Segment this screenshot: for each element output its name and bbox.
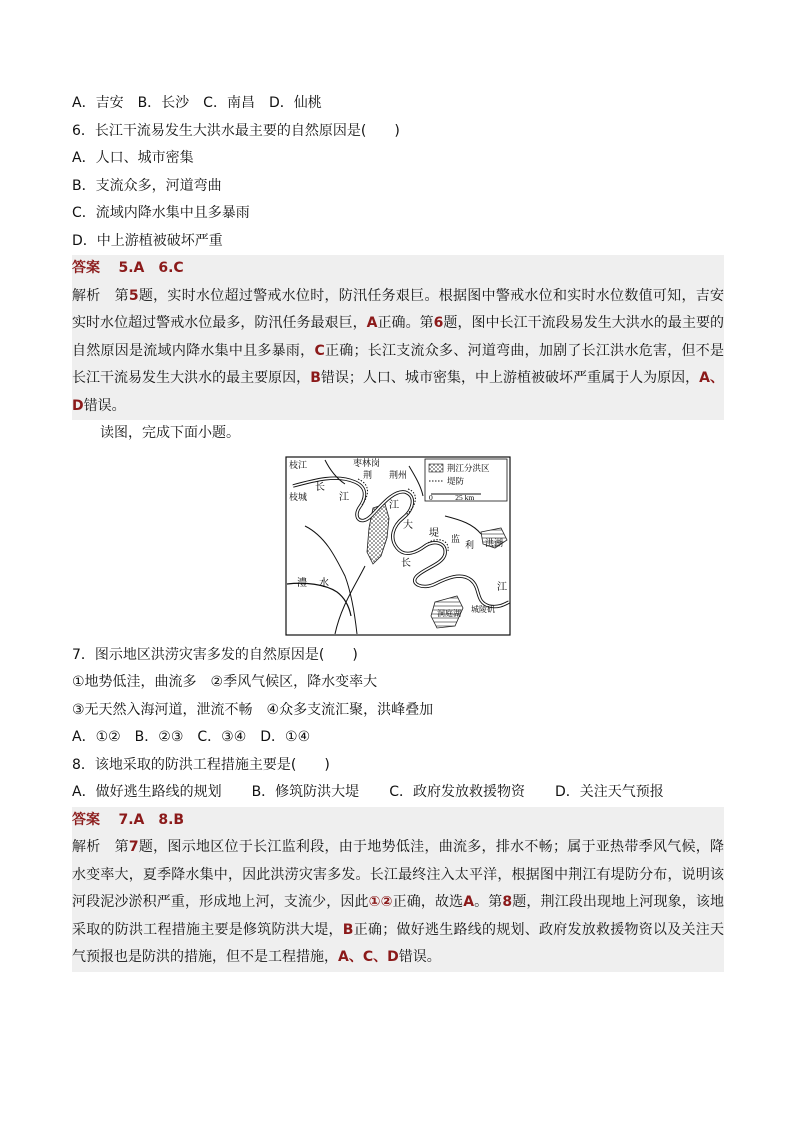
legend-scale-label: 0 25 km <box>429 492 475 502</box>
q8-option-b: B．修筑防洪大堤 <box>251 784 360 800</box>
explanation-label: 解析 <box>72 839 101 855</box>
q8-option-a: A．做好逃生路线的规划 <box>72 784 222 800</box>
exp-text: 错误；人口、城市密集，中上游植被破坏严重属于人为原因， <box>320 370 700 386</box>
exp-text: 第 <box>114 839 129 855</box>
label-jiang-1: 江 <box>339 491 349 503</box>
q8-option-c: C．政府发放救援物资 <box>389 784 525 800</box>
exp-circled-numbers: ①② <box>368 894 393 910</box>
exp-text: 。第 <box>474 894 503 910</box>
label-jiang-3: 江 <box>497 581 507 593</box>
label-li: 利 <box>465 539 475 550</box>
q7-stem: 7．图示地区洪涝灾害多发的自然原因是( ) <box>72 646 358 663</box>
label-zhicheng: 枝城 <box>289 491 308 502</box>
explanation <box>72 834 724 972</box>
exp-text: 错误。 <box>398 949 441 965</box>
answer-block-5-6 <box>72 255 724 420</box>
q6-option-b: B．支流众多，河道弯曲 <box>72 177 222 194</box>
exp-text: 题，实时水位超过警戒水位时，防汛任务艰巨。根据图中警戒水位和实时水位数值可知，吉安实时水位超过警戒水位最多，防汛任务最艰巨， <box>72 287 725 331</box>
explanation <box>72 283 724 421</box>
answer-block-7-8 <box>72 807 724 972</box>
exp-num: 6 <box>433 315 444 331</box>
label-chang-2: 长 <box>401 557 411 569</box>
label-da: 大 <box>403 519 413 531</box>
q8-stem: 8．该地采取的防洪工程措施主要是( ) <box>72 756 330 773</box>
exp-text: 题，图中长江干流段易发生大洪水的最主要的自然原因是流域内降水集中且多暴雨， <box>72 315 725 359</box>
q6-option-c: C．流域内降水集中且多暴雨 <box>72 205 250 221</box>
label-chang-1: 长 <box>315 481 325 493</box>
q5-options: A．吉安 B．长沙 C．南昌 D．仙桃 <box>72 95 322 111</box>
label-chenglingji: 城陵矶 <box>471 604 495 614</box>
label-li-shui: 澧 <box>297 577 307 589</box>
exp-key: B <box>310 370 321 386</box>
exp-text: 正确；长江支流众多、河道弯曲，加剧了长江洪水危害，但不是长江干流易发生大洪水的最主要原因， <box>72 342 725 386</box>
exp-text: 第 <box>114 287 129 304</box>
legend-levee-label: 堤防 <box>447 475 465 486</box>
label-zhijiang: 枝江 <box>289 459 308 470</box>
q8-option-d: D．关注天气预报 <box>554 784 664 800</box>
map-svg <box>285 456 511 636</box>
exp-num: 5 <box>128 287 139 304</box>
answer-value: 7.A 8.B <box>118 811 185 828</box>
label-jing: 荆 <box>363 469 373 480</box>
exp-key: A <box>366 315 378 331</box>
exp-key: C <box>314 342 325 359</box>
exp-key: A、D <box>72 370 725 414</box>
label-zaolingang: 枣林岗 <box>353 457 381 468</box>
q7-choices: A．①② B．②③ C．③④ D．①④ <box>72 729 311 745</box>
read-map-intro: 读图，完成下面小题。 <box>100 425 240 441</box>
label-di: 堤 <box>429 527 439 539</box>
q6-option-d: D．中上游植被破坏严重 <box>72 232 223 249</box>
exp-key: A、C、D <box>338 949 399 965</box>
exp-text: 正确；做好逃生路线的规划、政府发放救援物资以及关注天气预报也是防洪的措施，但不是工程措施， <box>72 921 725 965</box>
legend-flood-label: 荆江分洪区 <box>447 462 490 473</box>
answer-line <box>72 807 724 835</box>
exp-text: 正确。第 <box>377 315 434 331</box>
exp-text: 正确，故选 <box>392 894 464 910</box>
exp-text: 错误。 <box>83 397 126 414</box>
label-honghu: 洪湖 <box>485 537 504 548</box>
answer-value: 5.A 6.C <box>118 260 184 276</box>
answer-label: 答案 <box>72 811 100 828</box>
q6-stem: 6．长江干流易发生大洪水最主要的自然原因是( ) <box>72 122 400 139</box>
q7-statements-2: ③无天然入海河道，泄流不畅 ④众多支流汇聚，洪峰叠加 <box>72 701 434 718</box>
exp-text: 题，荆江段出现地上河现象，该地采取的防洪工程措施主要是修筑防洪大堤， <box>72 894 725 938</box>
label-jian: 监 <box>451 533 461 544</box>
exp-key: B <box>342 921 354 938</box>
q6-option-a: A．人口、城市密集 <box>72 150 194 166</box>
label-jingzhou: 荆州 <box>389 469 408 480</box>
exp-num: 7 <box>128 839 139 855</box>
exp-num: 8 <box>502 894 513 910</box>
q7-statements-1: ①地势低洼，曲流多 ②季风气候区，降水变率大 <box>72 674 378 690</box>
jingjiang-map <box>285 456 511 636</box>
exp-text: 题，图示地区位于长江监利段，由于地势低洼，曲流多，排水不畅；属于亚热带季风气候，降水变率大，夏季降水集中，因此洪涝灾害多发。长江最终注入太平洋，根据图中荆江有堤防分布，说明该河段泥沙淤积严重，形成地上河，支流少，因此 <box>72 839 725 910</box>
label-shui: 水 <box>319 577 329 589</box>
explanation-label: 解析 <box>72 287 101 304</box>
page-content <box>72 90 724 972</box>
label-dongting: 洞庭湖 <box>437 608 461 618</box>
label-jiang-2: 江 <box>389 499 399 511</box>
legend-flood-swatch <box>429 464 443 472</box>
q8-options <box>72 779 724 807</box>
exp-key: A <box>463 894 475 910</box>
answer-label: 答案 <box>72 260 100 276</box>
answer-line <box>72 255 724 283</box>
